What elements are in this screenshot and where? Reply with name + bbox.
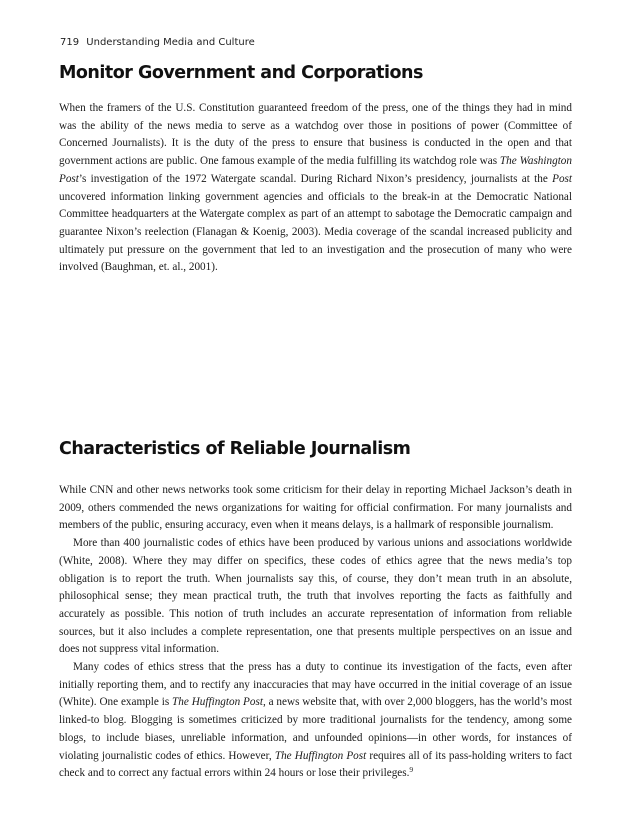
text-run: Many codes of ethics stress that the press has a duty to continue its investigation of the facts, even after initially reporting them, and to rectify any inaccuracies that may have occurred in the initial coverage of an issue (White). One example is	[59, 661, 572, 709]
section-heading-reliable: Characteristics of Reliable Journalism	[59, 439, 411, 459]
book-title: Understanding Media and Culture	[86, 37, 255, 48]
section-body-monitor	[59, 100, 572, 277]
paragraph	[59, 659, 572, 783]
running-header	[60, 37, 255, 48]
text-run: ’s investigation of the 1972 Watergate scandal. During Richard Nixon’s presidency, journalists at the	[78, 172, 553, 185]
paragraph	[59, 100, 572, 277]
text-run: When the framers of the U.S. Constitution guaranteed freedom of the press, one of the things they had in mind was the ability of the news media to serve as a watchdog over those in positions of power (Committee of Concerned Journalists). It is the duty of the press to ensure that business is conducted in the open and that government actions are public. One famous example of the media fulfilling its watchdog role was	[59, 102, 572, 168]
footnote-marker: 9	[409, 765, 414, 775]
italic-title: The Huffington Post	[274, 749, 367, 762]
italic-title: The Huffington Post	[172, 696, 263, 709]
paragraph: More than 400 journalistic codes of ethics have been produced by various unions and associations worldwide (White, 2008). Where they may differ on specifics, these codes of ethics agree that the news media’s top obligation is to report the truth. When journalists say this, of course, they don’t mean truth in an absolute, philosophical sense; they mean practical truth, the truth that involves reporting the facts as faithfully and accurately as possible. This notion of truth includes an accurate representation of information from reliable sources, but it also includes a complete representation, one that presents multiple perspectives on an issue and does not suppress vital information.	[59, 537, 572, 656]
italic-title: Post	[552, 172, 572, 185]
italic-title: The Washington Post	[59, 155, 572, 185]
section-body-reliable	[59, 482, 572, 783]
text-run: , a news website that, with over 2,000 bloggers, has the world’s most linked-to blog. Blogging is sometimes criticized by more traditional journalists for the tendency, among some blogs, to include biases, unreliable information, and unfounded opinions—in other words, for instances of violating journalistic codes of ethics. However,	[59, 696, 572, 762]
text-run: requires all of its pass-holding writers to fact check and to correct any factual errors within 24 hours or lose their privileges.	[59, 749, 572, 780]
page-number: 719	[60, 37, 80, 48]
text-run: uncovered information linking government agencies and officials to the break-in at the Democratic National Committee headquarters at the Watergate complex as part of an attempt to sabotage the Democratic campaign and guarantee Nixon’s reelection (Flanagan & Koenig, 2003). Media coverage of the scandal increased publicity and ultimately put pressure on the government that led to an investigation and the prosecution of many who were involved (Baughman, et. al., 2001).	[59, 190, 572, 274]
section-heading-monitor: Monitor Government and Corporations	[59, 63, 423, 83]
paragraph: While CNN and other news networks took some criticism for their delay in reporting Michael Jackson’s death in 2009, others commended the news organizations for waiting for official confirmation. For many journalists and members of the public, ensuring accuracy, even when it means delays, is a hallmark of responsible journalism.	[59, 484, 572, 532]
